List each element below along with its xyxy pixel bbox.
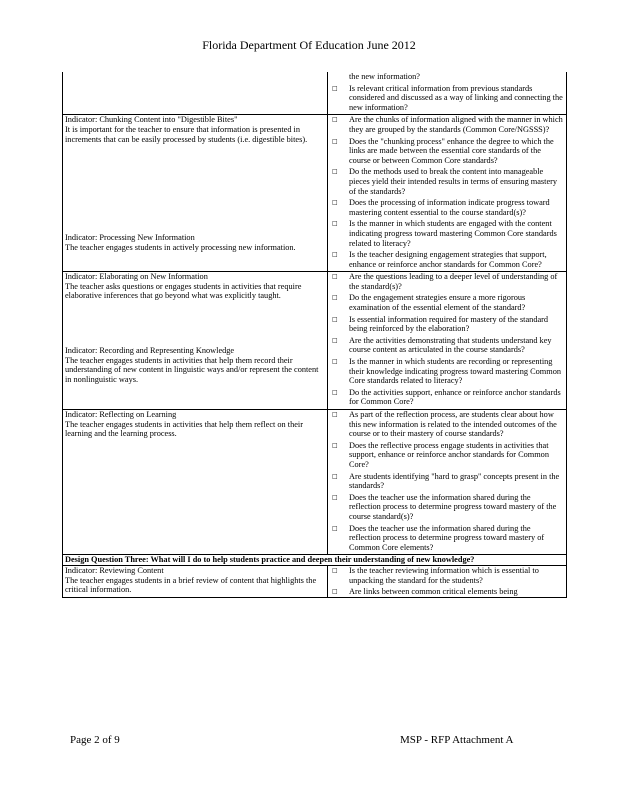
square-bullet-icon: □ [332, 116, 338, 124]
square-bullet-icon: □ [332, 251, 338, 259]
list-item: □ Does the reflective process engage students in activities that support, enhance or reinforce anchor standards for Common Core? [332, 440, 549, 469]
indicator-title: Indicator: Recording and Representing Knowledge [65, 346, 235, 356]
square-bullet-icon: □ [332, 566, 338, 574]
list-item: □ Does the processing of information indicate progress toward mastering content essential to the course standard(s)? [332, 198, 550, 217]
square-bullet-icon: □ [332, 168, 338, 176]
square-bullet-icon: □ [332, 411, 338, 418]
table-row [63, 554, 566, 565]
square-bullet-icon: □ [332, 358, 338, 366]
indicator-cell [63, 410, 328, 554]
square-bullet-icon: □ [332, 273, 338, 281]
square-bullet-icon: □ [332, 84, 338, 92]
list-item: □ Does the teacher use the information shared during the reflection process to determine progress toward mastery of Common Core elements? [332, 523, 545, 552]
attachment-label: MSP - RFP Attachment A [400, 734, 514, 746]
indicator-cell [63, 72, 328, 114]
indicator-title: Indicator: Chunking Content into "Digestible Bites" [65, 115, 238, 125]
list-item: □ Do the engagement strategies ensure a more rigorous examination of the essential element of the standard? [332, 293, 526, 313]
questions-cell [328, 72, 566, 114]
table-row [63, 565, 566, 597]
indicator-description: The teacher asks questions or engages students in activities that require elaborative inferences that go beyond what was explicitly taught. [65, 281, 302, 301]
indicator-title: Indicator: Reviewing Content [65, 565, 164, 575]
list-item: □ Are the activities demonstrating that students understand key course content as articulated in the course standards? [332, 335, 552, 355]
square-bullet-icon: □ [332, 588, 338, 596]
list-item: □ Does the "chunking process" enhance the degree to which the links are made between the essential core standards of the course or between Common Core standards? [332, 136, 554, 165]
square-bullet-icon: □ [332, 220, 338, 228]
indicator-block [65, 272, 325, 338]
questions-cell [328, 410, 566, 554]
square-bullet-icon: □ [332, 493, 338, 501]
list-item: □ Do the methods used to break the content into manageable pieces yield their intended results in terms of ensuring mastery of the standards? [332, 167, 558, 196]
list-item: □ Is the manner in which students are engaged with the content indicating progress toward mastering Common Core standards related to literacy? [332, 219, 557, 248]
design-question-heading: Design Question Three: What will I do to help students practice and deepen their understanding of new knowledge? [65, 555, 475, 565]
square-bullet-icon: □ [332, 441, 338, 449]
square-bullet-icon: □ [332, 336, 338, 344]
square-bullet-icon: □ [332, 524, 338, 532]
table-row [63, 72, 566, 114]
list-item: □ Are the questions leading to a deeper level of understanding of the standard(s)? [332, 272, 558, 291]
indicator-description: The teacher engages students in activities that help them reflect on their learning and the learning process. [65, 419, 303, 439]
list-item: □ Is relevant critical information from previous standards considered and discussed as a way of linking and connecting the new information? [332, 83, 563, 112]
indicator-block [65, 566, 325, 595]
indicator-description: The teacher engages students in activities that help them record their understanding of new content in linguistic ways and/or represent the content in nonlinguistic ways. [65, 355, 319, 385]
indicator-block [65, 346, 325, 384]
square-bullet-icon: □ [332, 137, 338, 145]
square-bullet-icon: □ [332, 315, 338, 323]
table-row [63, 409, 566, 554]
table-row [63, 114, 566, 271]
questions-cell [328, 115, 566, 271]
indicator-description: It is important for the teacher to ensure that information is presented in increments that can be easily processed by students (i.e. digestible bites). [65, 124, 308, 144]
indicator-block [65, 115, 325, 225]
list-item: □ Is the teacher reviewing information which is essential to unpacking the standard for the students? [332, 565, 539, 585]
rubric-table [62, 72, 567, 598]
list-item: □ Do the activities support, enhance or reinforce anchor standards for Common Core? [332, 387, 561, 407]
page-number: Page 2 of 9 [70, 734, 120, 746]
indicator-block [65, 410, 325, 439]
list-item: □ Are the chunks of information aligned with the manner in which they are grouped by the standards (Common Core/NGSSS)? [332, 115, 563, 134]
list-item: □ Is essential information required for mastery of the standard being reinforced by the elaboration? [332, 314, 549, 334]
indicator-cell [63, 272, 328, 409]
indicator-cell [63, 566, 328, 597]
list-item: □ Is the teacher designing engagement strategies that support, enhance or reinforce anchor standards for Common Core? [332, 250, 547, 269]
list-item: □ Are links between common critical elements being [332, 587, 518, 597]
square-bullet-icon: □ [332, 199, 338, 207]
list-item: □ Does the teacher use the information shared during the reflection process to determine progress toward mastery of the course standard(s)? [332, 492, 557, 521]
table-row [63, 271, 566, 409]
list-item: the new information? [349, 72, 420, 81]
indicator-cell [63, 115, 328, 271]
list-item: □ As part of the reflection process, are students clear about how this new information is related to the intended outcomes of the course or to their mastery of course standards? [332, 410, 557, 439]
indicator-description: The teacher engages students in actively processing new information. [65, 242, 296, 252]
list-item: □ Are students identifying "hard to grasp" concepts present in the standards? [332, 471, 560, 491]
indicator-title: Indicator: Processing New Information [65, 233, 195, 243]
questions-cell [328, 272, 566, 409]
indicator-title: Indicator: Elaborating on New Information [65, 272, 208, 282]
indicator-block [65, 233, 325, 252]
indicator-description: The teacher engages students in a brief review of content that highlights the critical information. [65, 575, 317, 595]
questions-cell [328, 566, 566, 597]
page-header: Florida Department Of Education June 2012 [202, 38, 416, 52]
square-bullet-icon: □ [332, 294, 338, 302]
list-item: □ Is the manner in which students are recording or representing their knowledge indicating progress toward mastering Common Core standards related to literacy? [332, 357, 561, 386]
square-bullet-icon: □ [332, 472, 338, 480]
indicator-title: Indicator: Reflecting on Learning [65, 410, 177, 419]
square-bullet-icon: □ [332, 388, 338, 396]
